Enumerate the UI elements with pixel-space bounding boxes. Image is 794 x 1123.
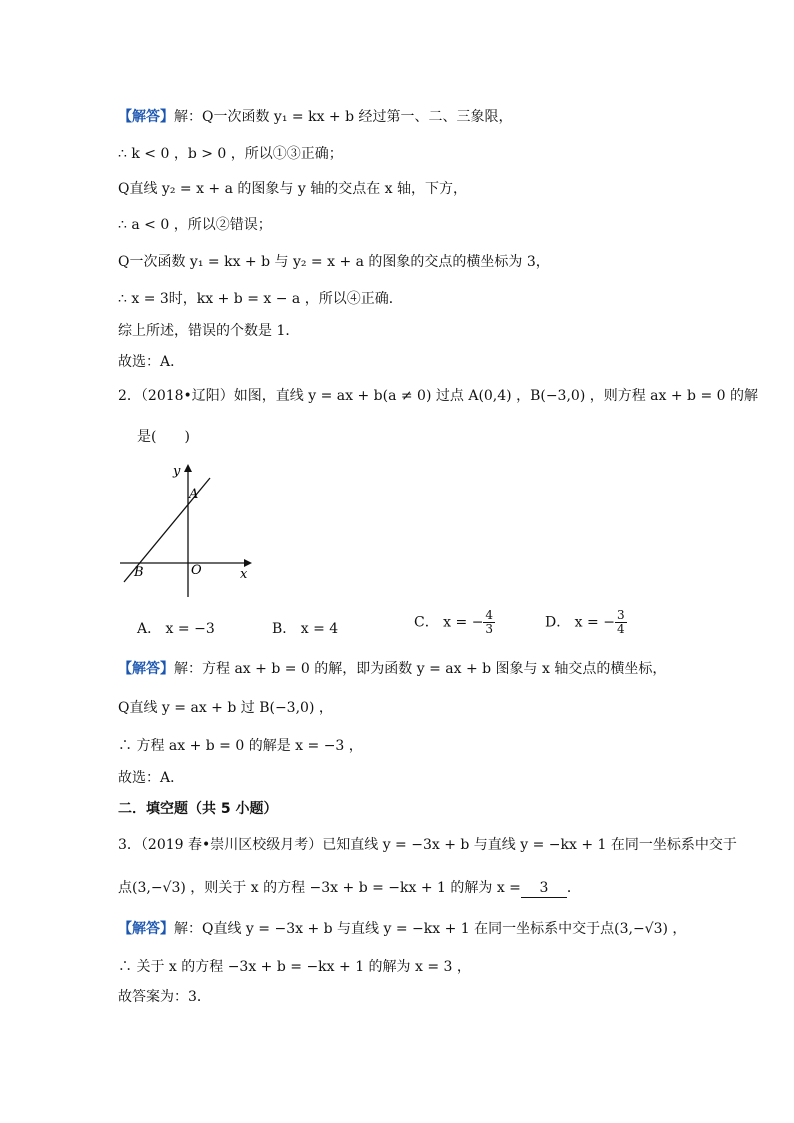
solution-1-line-8: 故选：A．: [118, 354, 185, 370]
solution-1-line-7: 综上所述，错误的个数是 1．: [118, 323, 300, 339]
option-c: C． x = − $\frac{4}{3}$: [414, 608, 494, 636]
option-d-fraction: $\frac{3}{4}$: [616, 608, 625, 636]
solution-2-line-1: 【解答】解：方程 ax + b = 0 的解，即为函数 y = ax + b 图象与 x 轴交点的横坐标，: [118, 661, 667, 677]
question-2-stem: 2．（2018•辽阳）如图，直线 y = ax + b(a ≠ 0) 过点 A(0,4) ，B(−3,0) ，则方程 ax + b = 0 的解: [118, 388, 759, 404]
solution-1-line-2: ∴ k < 0 ，b > 0 ，所以①③正确；: [118, 146, 343, 162]
label-x: x: [240, 567, 248, 582]
section-heading: 二．填空题（共 5 小题）: [118, 801, 278, 817]
option-a: A． x = −3: [137, 621, 215, 637]
label-a: A: [189, 487, 199, 502]
solution-1-line-4: ∴ a < 0 ，所以②错误；: [118, 217, 272, 233]
y-axis-arrow: [184, 464, 192, 472]
answer-blank: 3: [521, 879, 567, 898]
solution-label: 【解答】: [118, 661, 174, 677]
solution-1-line-6: ∴ x = 3时，kx + b = x − a ，所以④正确．: [118, 291, 403, 307]
question-3-stem-2: 点(3,−√3) ，则关于 x 的方程 −3x + b = −kx + 1 的解为 x = 3 ．: [118, 880, 581, 896]
solution-2-line-4: 故选：A．: [118, 770, 185, 786]
solution-label: 【解答】: [118, 109, 174, 125]
solution-3-line-3: 故答案为：3．: [118, 989, 211, 1005]
option-d: D． x = − $\frac{3}{4}$: [545, 608, 625, 636]
label-b: B: [134, 565, 144, 580]
solution-1-line-1: 【解答】解：Q一次函数 y₁ = kx + b 经过第一、二、三象限，: [118, 109, 513, 125]
question-2-graph: [112, 460, 262, 600]
solution-label: 【解答】: [118, 921, 174, 937]
solution-3-line-1: 【解答】解：Q直线 y = −3x + b 与直线 y = −kx + 1 在同一坐标系中交于点(3,−√3) ，: [118, 921, 687, 937]
solution-1-line-3: Q直线 y₂ = x + a 的图象与 y 轴的交点在 x 轴，下方，: [118, 181, 468, 197]
option-b: B． x = 4: [272, 621, 339, 637]
solution-3-line-2: ∴ 关于 x 的方程 −3x + b = −kx + 1 的解为 x = 3 ，: [118, 959, 471, 975]
question-2-stem-2: 是( ): [137, 429, 190, 445]
option-c-fraction: $\frac{4}{3}$: [485, 608, 494, 636]
solution-2-line-2: Q直线 y = ax + b 过 B(−3,0) ，: [118, 700, 333, 716]
solution-1-line-5: Q一次函数 y₁ = kx + b 与 y₂ = x + a 的图象的交点的横坐标为 3，: [118, 254, 550, 270]
solution-2-line-3: ∴ 方程 ax + b = 0 的解是 x = −3 ，: [118, 738, 363, 754]
question-3-stem: 3．（2019 春•崇川区校级月考）已知直线 y = −3x + b 与直线 y = −kx + 1 在同一坐标系中交于: [118, 837, 737, 853]
label-y: y: [173, 464, 181, 479]
label-o: O: [191, 563, 202, 578]
x-axis-arrow: [244, 559, 252, 567]
